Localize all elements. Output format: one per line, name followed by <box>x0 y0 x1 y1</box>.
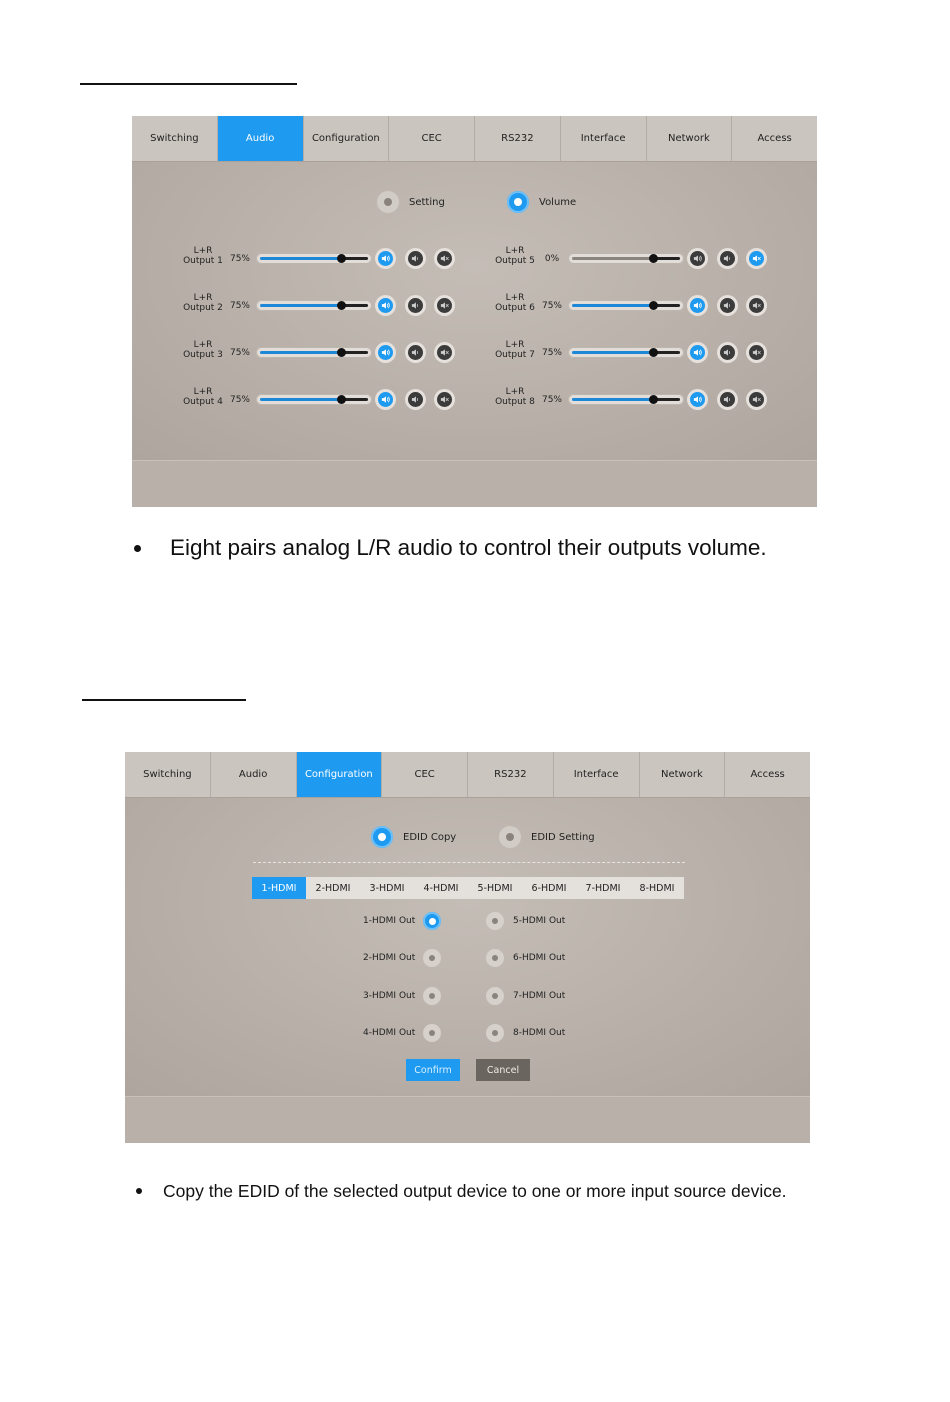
volume-slider-fill <box>572 398 653 401</box>
volume-up-button[interactable] <box>375 248 396 269</box>
volume-up-button[interactable] <box>375 342 396 363</box>
volume-option[interactable] <box>507 191 576 213</box>
output-channel-label: L+R <box>193 246 213 256</box>
hdmi-out-2-label: 2-HDMI Out <box>363 953 416 963</box>
hdmi-out-8-radio[interactable] <box>486 1024 504 1042</box>
hdmi-tab-5[interactable]: 5-HDMI <box>477 882 513 894</box>
volume-slider[interactable] <box>256 300 372 311</box>
output-label: Output 5 <box>495 256 535 266</box>
volume-up-button[interactable] <box>687 389 708 410</box>
hdmi-out-6-radio[interactable] <box>486 949 504 967</box>
volume-slider[interactable] <box>568 300 684 311</box>
volume-row-output-6 <box>492 293 782 321</box>
audio-panel <box>132 116 817 507</box>
output-name <box>492 293 538 313</box>
config-panel <box>125 752 810 1143</box>
volume-slider[interactable] <box>256 394 372 405</box>
volume-slider[interactable] <box>256 347 372 358</box>
hdmi-tab-1[interactable]: 1-HDMI <box>252 877 306 899</box>
output-channel-label: L+R <box>505 293 525 303</box>
mute-button[interactable] <box>434 342 455 363</box>
volume-percent: 75% <box>541 301 562 311</box>
tab-interface[interactable]: Interface <box>561 116 647 161</box>
volume-slider-knob[interactable] <box>337 301 346 310</box>
config-caption-text: Copy the EDID of the selected output device to one or more input source device. <box>163 1180 787 1201</box>
setting-radio[interactable] <box>377 191 399 213</box>
tab-configuration[interactable]: Configuration <box>304 116 390 161</box>
volume-up-icon <box>690 345 705 360</box>
tab-interface[interactable]: Interface <box>554 752 640 797</box>
output-name <box>492 246 538 266</box>
audio-caption <box>134 534 767 562</box>
hdmi-tab-4[interactable]: 4-HDMI <box>423 882 459 894</box>
volume-down-button[interactable] <box>405 342 426 363</box>
volume-slider-fill <box>260 398 341 401</box>
mute-icon <box>749 345 764 360</box>
audio-caption-text: Eight pairs analog L/R audio to control their outputs volume. <box>170 535 767 560</box>
volume-slider-knob[interactable] <box>337 348 346 357</box>
volume-slider-knob[interactable] <box>649 348 658 357</box>
volume-up-button[interactable] <box>687 342 708 363</box>
volume-down-icon <box>720 345 735 360</box>
output-name <box>180 387 226 407</box>
edid-setting-radio[interactable] <box>499 826 521 848</box>
mute-icon <box>437 392 452 407</box>
mute-icon <box>749 392 764 407</box>
volume-slider-knob[interactable] <box>649 395 658 404</box>
tab-network[interactable]: Network <box>640 752 726 797</box>
output-name <box>180 246 226 266</box>
hdmi-tab-6[interactable]: 6-HDMI <box>531 882 567 894</box>
volume-down-icon <box>720 298 735 313</box>
mute-button[interactable] <box>434 295 455 316</box>
volume-row-output-2 <box>180 293 470 321</box>
volume-slider-knob[interactable] <box>337 254 346 263</box>
setting-label: Setting <box>409 196 445 208</box>
hdmi-out-2-radio[interactable] <box>423 949 441 967</box>
mute-button[interactable] <box>434 389 455 410</box>
volume-slider-knob[interactable] <box>649 301 658 310</box>
volume-down-icon <box>408 392 423 407</box>
config-heading-underline <box>82 699 246 701</box>
output-label: Output 2 <box>183 303 223 313</box>
tab-rs232[interactable]: RS232 <box>468 752 554 797</box>
volume-down-button[interactable] <box>405 389 426 410</box>
output-name <box>180 340 226 360</box>
volume-percent: 75% <box>229 348 250 358</box>
hdmi-tab-7[interactable]: 7-HDMI <box>585 882 621 894</box>
hdmi-out-7-label: 7-HDMI Out <box>513 991 566 1001</box>
output-label: Output 1 <box>183 256 223 266</box>
volume-up-icon <box>378 392 393 407</box>
hdmi-out-8-label: 8-HDMI Out <box>513 1028 566 1038</box>
tab-configuration[interactable]: Configuration <box>297 752 383 797</box>
hdmi-out-4-label: 4-HDMI Out <box>363 1028 416 1038</box>
audio-tab-bar <box>132 116 817 162</box>
volume-slider-fill <box>572 257 653 260</box>
output-channel-label: L+R <box>505 246 525 256</box>
config-tab-bar <box>125 752 810 798</box>
volume-row-output-8 <box>492 387 782 415</box>
output-label: Output 3 <box>183 350 223 360</box>
volume-slider-knob[interactable] <box>337 395 346 404</box>
tab-access[interactable]: Access <box>757 133 792 144</box>
output-label: Output 4 <box>183 397 223 407</box>
volume-up-icon <box>690 251 705 266</box>
volume-row-output-4 <box>180 387 470 415</box>
hdmi-tab-2[interactable]: 2-HDMI <box>315 882 351 894</box>
volume-slider-knob[interactable] <box>649 254 658 263</box>
output-name <box>492 387 538 407</box>
hdmi-tab-8[interactable]: 8-HDMI <box>639 882 675 894</box>
volume-row-output-7 <box>492 340 782 368</box>
config-content <box>125 798 810 1096</box>
volume-row-output-5 <box>492 246 782 274</box>
hdmi-out-7-radio[interactable] <box>486 987 504 1005</box>
tab-audio[interactable]: Audio <box>218 116 304 161</box>
volume-percent: 75% <box>541 395 562 405</box>
mute-button[interactable] <box>746 389 767 410</box>
tab-audio[interactable]: Audio <box>211 752 297 797</box>
volume-down-icon <box>408 345 423 360</box>
volume-down-button[interactable] <box>717 389 738 410</box>
output-channel-label: L+R <box>193 387 213 397</box>
divider <box>253 862 685 863</box>
hdmi-tabs <box>252 877 684 899</box>
volume-up-button[interactable] <box>375 295 396 316</box>
volume-percent: 75% <box>541 348 562 358</box>
volume-percent: 0% <box>544 254 560 264</box>
mute-icon <box>749 298 764 313</box>
volume-down-button[interactable] <box>405 248 426 269</box>
tab-rs232[interactable]: RS232 <box>475 116 561 161</box>
volume-down-icon <box>720 392 735 407</box>
cancel-button[interactable]: Cancel <box>476 1059 530 1081</box>
volume-down-button[interactable] <box>717 295 738 316</box>
hdmi-out-4-radio[interactable] <box>423 1024 441 1042</box>
mute-icon <box>749 251 764 266</box>
hdmi-out-3-label: 3-HDMI Out <box>363 991 416 1001</box>
volume-percent: 75% <box>229 254 250 264</box>
volume-slider[interactable] <box>568 253 684 264</box>
hdmi-out-3-radio[interactable] <box>423 987 441 1005</box>
volume-down-icon <box>408 298 423 313</box>
setting-option[interactable] <box>377 191 445 213</box>
hdmi-out-5-radio[interactable] <box>486 912 504 930</box>
hdmi-tab-3[interactable]: 3-HDMI <box>369 882 405 894</box>
config-caption <box>136 1180 787 1202</box>
volume-up-icon <box>690 392 705 407</box>
volume-percent: 75% <box>229 395 250 405</box>
volume-up-button[interactable] <box>687 248 708 269</box>
tab-access[interactable]: Access <box>750 769 785 780</box>
tab-switching[interactable]: Switching <box>125 752 211 797</box>
volume-down-icon <box>720 251 735 266</box>
mute-icon <box>437 345 452 360</box>
volume-slider[interactable] <box>568 347 684 358</box>
volume-down-icon <box>408 251 423 266</box>
output-channel-label: L+R <box>193 340 213 350</box>
hdmi-out-5-label: 5-HDMI Out <box>513 916 566 926</box>
volume-row-output-1 <box>180 246 470 274</box>
volume-down-button[interactable] <box>717 248 738 269</box>
volume-slider-fill <box>260 257 341 260</box>
volume-up-button[interactable] <box>687 295 708 316</box>
volume-up-button[interactable] <box>375 389 396 410</box>
output-name <box>180 293 226 313</box>
volume-slider-fill <box>572 304 653 307</box>
tab-cec[interactable]: CEC <box>382 752 468 797</box>
confirm-button[interactable]: Confirm <box>406 1059 460 1081</box>
output-name <box>492 340 538 360</box>
edid-setting-option[interactable] <box>499 826 595 848</box>
volume-down-button[interactable] <box>405 295 426 316</box>
output-label: Output 7 <box>495 350 535 360</box>
volume-slider-fill <box>260 351 341 354</box>
bullet-dot <box>136 1188 142 1194</box>
tab-switching[interactable]: Switching <box>132 116 218 161</box>
tab-cec[interactable]: CEC <box>389 116 475 161</box>
output-channel-label: L+R <box>193 293 213 303</box>
audio-footer <box>132 460 817 507</box>
volume-label: Volume <box>539 196 577 208</box>
edid-setting-label: EDID Setting <box>531 831 595 843</box>
volume-up-icon <box>378 345 393 360</box>
volume-up-icon <box>690 298 705 313</box>
volume-radio[interactable] <box>507 191 529 213</box>
bullet-dot <box>134 545 141 552</box>
volume-slider[interactable] <box>256 253 372 264</box>
mute-button[interactable] <box>746 342 767 363</box>
mute-icon <box>437 298 452 313</box>
hdmi-out-6-label: 6-HDMI Out <box>513 953 566 963</box>
edid-copy-label: EDID Copy <box>403 831 457 843</box>
mute-icon <box>437 251 452 266</box>
output-channel-label: L+R <box>505 387 525 397</box>
edid-copy-option[interactable] <box>371 826 456 848</box>
mute-button[interactable] <box>434 248 455 269</box>
volume-down-button[interactable] <box>717 342 738 363</box>
volume-slider-fill <box>572 351 653 354</box>
audio-content <box>132 162 817 460</box>
output-label: Output 6 <box>495 303 535 313</box>
tab-network[interactable]: Network <box>647 116 733 161</box>
hdmi-out-1-label: 1-HDMI Out <box>363 916 416 926</box>
volume-percent: 75% <box>229 301 250 311</box>
audio-heading-underline <box>80 83 297 85</box>
output-channel-label: L+R <box>505 340 525 350</box>
volume-up-icon <box>378 298 393 313</box>
volume-row-output-3 <box>180 340 470 368</box>
hdmi-out-1-radio[interactable] <box>423 912 441 930</box>
mute-button[interactable] <box>746 248 767 269</box>
volume-up-icon <box>378 251 393 266</box>
output-label: Output 8 <box>495 397 535 407</box>
edid-copy-radio[interactable] <box>371 826 393 848</box>
config-footer <box>125 1096 810 1143</box>
mute-button[interactable] <box>746 295 767 316</box>
volume-slider-fill <box>260 304 341 307</box>
volume-slider[interactable] <box>568 394 684 405</box>
